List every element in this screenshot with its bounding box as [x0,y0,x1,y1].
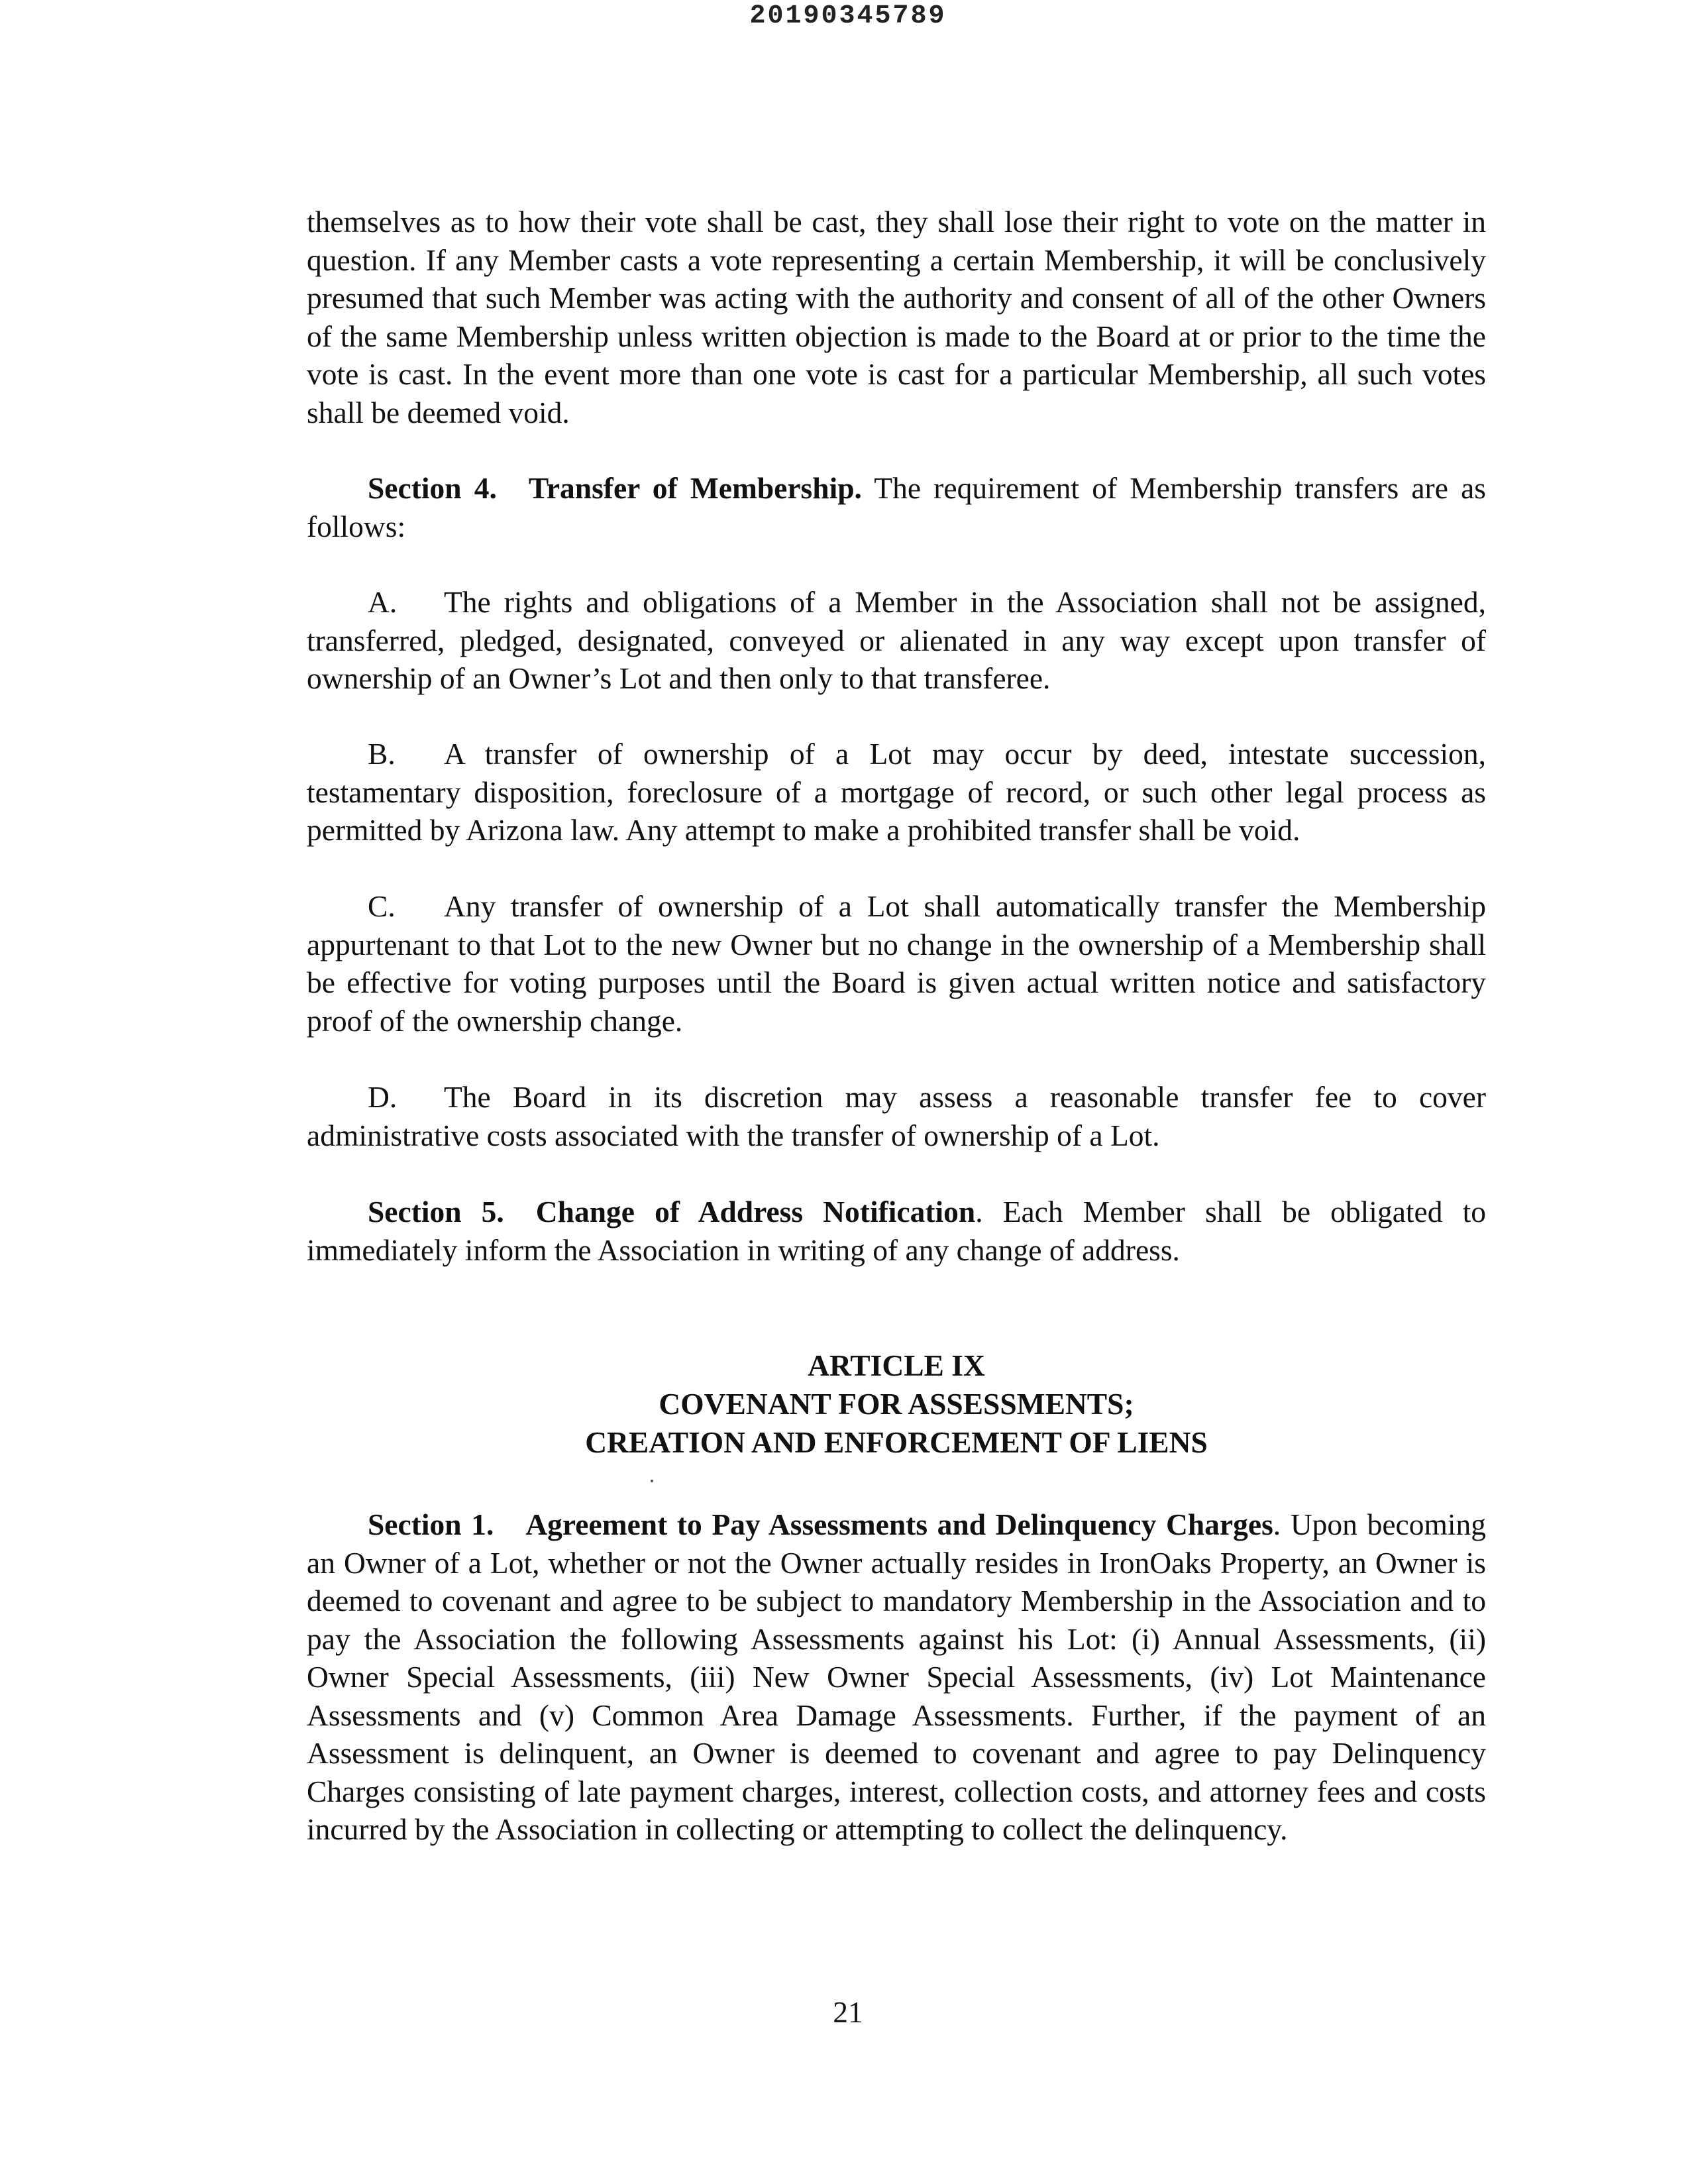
scan-speck [651,1480,653,1482]
article-section-1-title: Agreement to Pay Assessments and Delinquency Charges [525,1507,1273,1541]
item-d-letter: D. [368,1080,398,1114]
section-5-paragraph [307,1193,1486,1269]
item-b-text: A transfer of ownership of a Lot may occur by deed, intestate succession, testamentary disposition, foreclosure of a mortgage of record, or such other legal process as permitted by Arizona law. Any attempt to make a prohibited transfer shall be void. [307,737,1486,847]
article-section-1-label: Section 1. [368,1507,494,1541]
item-c-paragraph [307,887,1486,1040]
section-4-label: Section 4. [368,471,497,505]
item-a-text: The rights and obligations of a Member in the Association shall not be assigned, transferred, pledged, designated, conveyed or alienated in any way except upon transfer of ownership of an Owner’s Lot and then only to that transferee. [307,585,1486,695]
continuation-text: themselves as to how their vote shall be cast, they shall lose their right to vote on the matter in question. If any Member casts a vote representing a certain Membership, it will be conclusively presumed that such Member was acting with the authority and consent of all of the other Owners of the same Membership unless written objection is made to the Board at or prior to the time the vote is cast. In the event more than one vote is cast for a particular Membership, all such votes shall be deemed void. [307,205,1486,429]
section-4-title: Transfer of Membership. [528,471,862,505]
section-4-text: The requirement of Membership transfers are as follows: [307,471,1487,543]
item-a-letter: A. [368,585,398,619]
article-title-line-1: COVENANT FOR ASSESSMENTS; [659,1387,1134,1421]
article-number: ARTICLE IX [808,1348,985,1382]
section-5-text: . Each Member shall be obligated to immediately inform the Association in writing of any change of address. [307,1195,1486,1267]
article-section-1-text: . Upon becoming an Owner of a Lot, whether or not the Owner actually resides in IronOaks Property, an Owner is deemed to covenant and agree to be subject to mandatory Membership in the Association and to pay the Association the following Assessments against his Lot: (i) Annual Assessments, (ii) Owner Special Assessments, (iii) New Owner Special Assessments, (iv) Lot Maintenance Assessments and (v) Common Area Damage Assessments. Further, if the payment of an Assessment is delinquent, an Owner is deemed to covenant and agree to pay Delinquency Charges consisting of late payment charges, interest, collection costs, and attorney fees and costs incurred by the Association in collecting or attempting to collect the delinquency. [307,1507,1486,1846]
section-4-paragraph [307,469,1486,545]
article-section-1-paragraph [307,1505,1486,1849]
item-c-letter: C. [368,889,396,923]
article-title-line-2: CREATION AND ENFORCEMENT OF LIENS [585,1425,1208,1459]
continuation-paragraph [307,203,1486,431]
item-b-letter: B. [368,737,396,771]
section-5-label: Section 5. [368,1195,504,1228]
section-5-title: Change of Address Notification [535,1195,976,1228]
item-b-paragraph [307,735,1486,849]
item-d-text: The Board in its discretion may assess a reasonable transfer fee to cover administrative costs associated with the transfer of ownership of a Lot. [307,1080,1486,1152]
item-c-text: Any transfer of ownership of a Lot shall automatically transfer the Membership appurtenant to that Lot to the new Owner but no change in the ownership of a Membership shall be effective for voting purposes until the Board is given actual written notice and satisfactory proof of the ownership change. [307,889,1486,1038]
document-number: 20190345789 [749,1,947,31]
item-a-paragraph [307,583,1486,698]
article-heading [307,1346,1486,1462]
page-number: 21 [833,1995,863,2029]
item-d-paragraph [307,1078,1486,1154]
